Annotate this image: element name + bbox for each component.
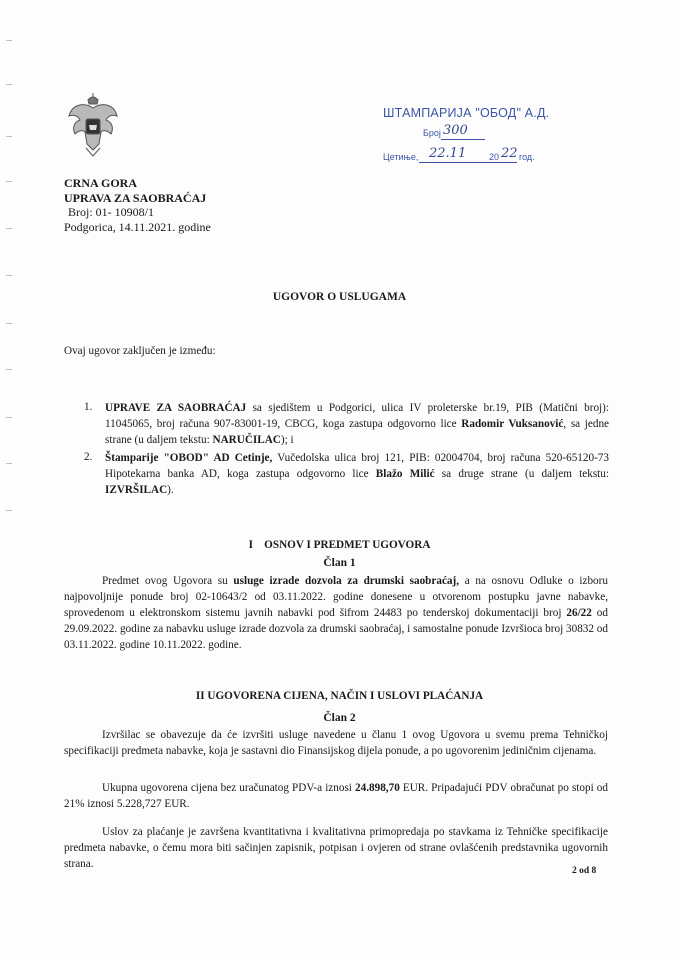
stamp-underline [441, 139, 485, 140]
scan-margin-mark [6, 463, 12, 464]
section2-heading: II UGOVORENA CIJENA, NAČIN I USLOVI PLAĆANJA [195, 690, 484, 702]
header-authority: UPRAVA ZA SAOBRAĆAJ [64, 190, 207, 205]
scan-margin-mark [6, 84, 12, 85]
party2-details: Vučedolska ulica broj 121, PIB: 02004704, broj računa 520-65120-73 Hipotekarna banka AD, koga zastupa odgovorno lice [105, 452, 609, 480]
article2-price-amount: 24.898,70 [355, 782, 400, 794]
scan-margin-mark [6, 369, 12, 370]
scan-margin-mark [6, 40, 12, 41]
party1-details-3: ); i [280, 434, 294, 446]
article1-tender-number: 26/22 [566, 607, 592, 619]
article1-subject: usluge izrade dozvola za drumski saobraćaj, [233, 575, 460, 587]
stamp-company-name: ШТАМПАРИЈА "ОБОД" А.Д. [383, 106, 550, 120]
stamp-city-label: Цетиње, [383, 152, 419, 162]
header-place-date: Podgorica, 14.11.2021. godine [64, 219, 211, 234]
scan-margin-mark [6, 228, 12, 229]
party1-role: NARUČILAC [212, 434, 281, 446]
article2-paragraph-1: Izvršilac se obavezuje da će izvršiti usluge navedene u članu 1 ovog Ugovora u svemu prema Tehničkoj specifikaciji predmeta nabavke, koja je sastavni dio Finansijskog dijela ponude, a po ugovorenim jediničnim cijenama. [64, 729, 608, 757]
party2-details-2: sa druge strane (u daljem tekstu: [434, 468, 609, 480]
article1-part-c: a na osnovu Odluke o izboru najpovoljnije ponude broj 02-10643/2 od 03.11.2022. godine donesene u otvorenom postupku javne nabavke, sprovedenom u elektronskom sistemu javnih nabavki pod šifrom 24483 po tenderskoj dokumentaciji broj [64, 575, 608, 619]
publisher-stamp [383, 106, 553, 168]
stamp-year-label: год. [519, 152, 535, 162]
header-number: Broj: 01- 10908/1 [68, 205, 154, 219]
scan-margin-mark [6, 510, 12, 511]
stamp-year-suffix: 22 [501, 146, 518, 161]
section1-heading [0, 539, 679, 551]
party2-representative: Blažo Milić [375, 468, 435, 480]
article1-part-a: Predmet ovog Ugovora su [102, 575, 234, 587]
party1-details-2: , sa jedne strane (u daljem tekstu: [105, 418, 610, 446]
stamp-number-value: 300 [443, 123, 468, 138]
party1-name: UPRAVE ZA SAOBRAĆAJ [105, 402, 247, 414]
page-number: 2 od 8 [572, 866, 597, 876]
scan-margin-mark [6, 275, 12, 276]
stamp-year-prefix: 20 [489, 152, 500, 162]
article2-paragraph-2 [64, 780, 608, 812]
article2-paragraph-3: Uslov za plaćanje je završena kvantitativna i kvalitativna primopredaja po stavkama iz Tehničke specifikacije predmeta nabavke, o čemu mora biti sačinjen zapisnik, potpisan i ovjeren od strane ovlašćenih predstavnika ugovornih strana. [64, 826, 608, 870]
scan-margin-mark [6, 136, 12, 137]
article2-price-text: Ukupna ugovorena cijena bez uračunatog PDV-a iznosi [102, 782, 356, 794]
party2-text [105, 450, 609, 498]
stamp-date-value: 22.11 [429, 146, 467, 161]
section1-title: OSNOV I PREDMET UGOVORA [264, 539, 431, 551]
article1-text [64, 573, 608, 653]
stamp-underline [419, 162, 517, 163]
party1-number: 1. [84, 401, 93, 413]
document-title: UGOVOR O USLUGAMA [272, 291, 407, 303]
document-header [64, 176, 211, 234]
scan-margin-mark [6, 181, 12, 182]
article2-price-text-2: EUR. Pripadajući PDV obračunat po stopi od 21% iznosi 5.228,727 EUR. [64, 782, 608, 810]
party2-details-3: ). [167, 484, 174, 496]
party1-representative: Radomir Vuksanović [461, 418, 564, 430]
article2-heading: Član 2 [323, 712, 356, 724]
party2-number: 2. [84, 451, 93, 463]
party2-role: IZVRŠILAC [105, 484, 168, 496]
article1-part-e: od 29.09.2022. godine za nabavku usluge izrade dozvola za drumski saobraćaj, i samostalne ponude Izvršioca broj 30832 od 03.11.2022. godine 10.11.2022. godine. [64, 607, 608, 651]
scan-margin-mark [6, 323, 12, 324]
header-country: CRNA GORA [64, 176, 138, 190]
party1-text [105, 400, 609, 448]
montenegro-coat-of-arms-icon [66, 92, 120, 158]
section1-roman: I [248, 539, 253, 551]
article1-heading: Član 1 [323, 557, 356, 569]
stamp-number-label: Број [423, 128, 441, 138]
party1-details: sa sjedištem u Podgorici, ulica IV proleterske br.19, PIB (Matični broj): 11045065, broj računa 907-83001-19, CBCG, koga zastupa odgovorno lice [105, 402, 609, 430]
scan-margin-mark [6, 417, 12, 418]
party2-name: Štamparije "OBOD" AD Cetinje, [105, 452, 273, 464]
intro-text: Ovaj ugovor zaključen je između: [64, 345, 216, 357]
